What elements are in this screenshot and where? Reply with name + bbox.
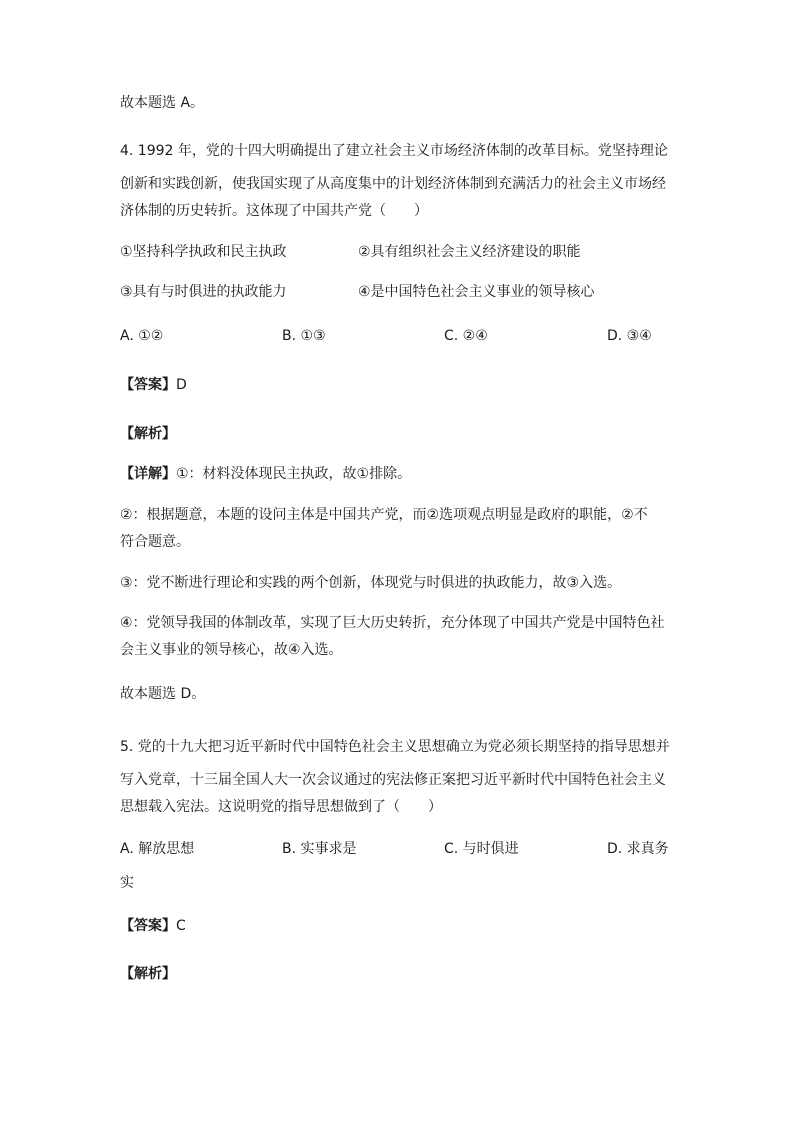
q4-statement-1: ①坚持科学执政和民主执政 bbox=[120, 244, 287, 260]
q5-options-row bbox=[120, 839, 680, 859]
prev-question-conclusion: 故本题选 A。 bbox=[120, 95, 205, 111]
q5-stem-line-2: 写入党章，十三届全国人大一次会议通过的宪法修正案把习近平新时代中国特色社会主义 bbox=[120, 772, 666, 788]
q4-detail-line-4: ③：党不断进行理论和实践的两个创新，体现党与时俱进的执政能力，故③入选。 bbox=[120, 575, 622, 591]
q4-option-a: A. ①② bbox=[120, 328, 164, 344]
q5-option-c: C. 与时俱进 bbox=[444, 841, 519, 857]
q4-detail-line-2: ②：根据题意，本题的设问主体是中国共产党，而②选项观点明显是政府的职能，②不 bbox=[120, 507, 648, 523]
q4-conclusion: 故本题选 D。 bbox=[120, 686, 206, 702]
q4-option-b: B. ①③ bbox=[282, 328, 326, 344]
q4-options-row bbox=[120, 326, 680, 346]
q5-answer-value: C bbox=[176, 918, 186, 934]
q5-stem-line-3: 思想载入宪法。这说明党的指导思想做到了（ ） bbox=[120, 799, 442, 815]
q4-statement-3: ③具有与时俱进的执政能力 bbox=[120, 284, 287, 300]
q4-statements-row-2 bbox=[120, 282, 680, 302]
q5-analysis-label: 【解析】 bbox=[120, 966, 176, 982]
q5-option-wrap: 实 bbox=[120, 875, 134, 891]
q4-answer bbox=[120, 375, 187, 395]
q5-option-d: D. 求真务 bbox=[607, 841, 669, 857]
q4-detail-label: 【详解】 bbox=[120, 466, 176, 482]
q5-answer-label: 【答案】 bbox=[120, 918, 176, 934]
q4-detail-line-1 bbox=[120, 464, 411, 484]
q4-statements-row-1 bbox=[120, 242, 680, 262]
q4-stem-line-3: 济体制的历史转折。这体现了中国共产党（ ） bbox=[120, 203, 428, 219]
q5-answer bbox=[120, 916, 186, 936]
q5-option-b: B. 实事求是 bbox=[282, 841, 357, 857]
q4-analysis-label: 【解析】 bbox=[120, 426, 176, 442]
q4-option-d: D. ③④ bbox=[607, 328, 652, 344]
q4-answer-value: D bbox=[176, 377, 187, 393]
q4-statement-2: ②具有组织社会主义经济建设的职能 bbox=[358, 244, 581, 260]
q4-option-c: C. ②④ bbox=[444, 328, 488, 344]
q4-detail-text-1: ①：材料没体现民主执政，故①排除。 bbox=[176, 466, 412, 482]
q4-detail-line-3: 符合题意。 bbox=[120, 534, 190, 550]
q4-detail-line-6: 会主义事业的领导核心，故④入选。 bbox=[120, 642, 343, 658]
q4-statement-4: ④是中国特色社会主义事业的领导核心 bbox=[358, 284, 595, 300]
q4-answer-label: 【答案】 bbox=[120, 377, 176, 393]
q5-stem-line-1: 5. 党的十九大把习近平新时代中国特色社会主义思想确立为党必须长期坚持的指导思想并 bbox=[120, 739, 670, 755]
q5-option-a: A. 解放思想 bbox=[120, 841, 195, 857]
q4-stem-line-2: 创新和实践创新，使我国实现了从高度集中的计划经济体制到充满活力的社会主义市场经 bbox=[120, 176, 666, 192]
q4-stem-line-1: 4. 1992 年，党的十四大明确提出了建立社会主义市场经济体制的改革目标。党坚持理论 bbox=[120, 143, 668, 159]
q4-detail-line-5: ④：党领导我国的体制改革，实现了巨大历史转折，充分体现了中国共产党是中国特色社 bbox=[120, 615, 665, 631]
